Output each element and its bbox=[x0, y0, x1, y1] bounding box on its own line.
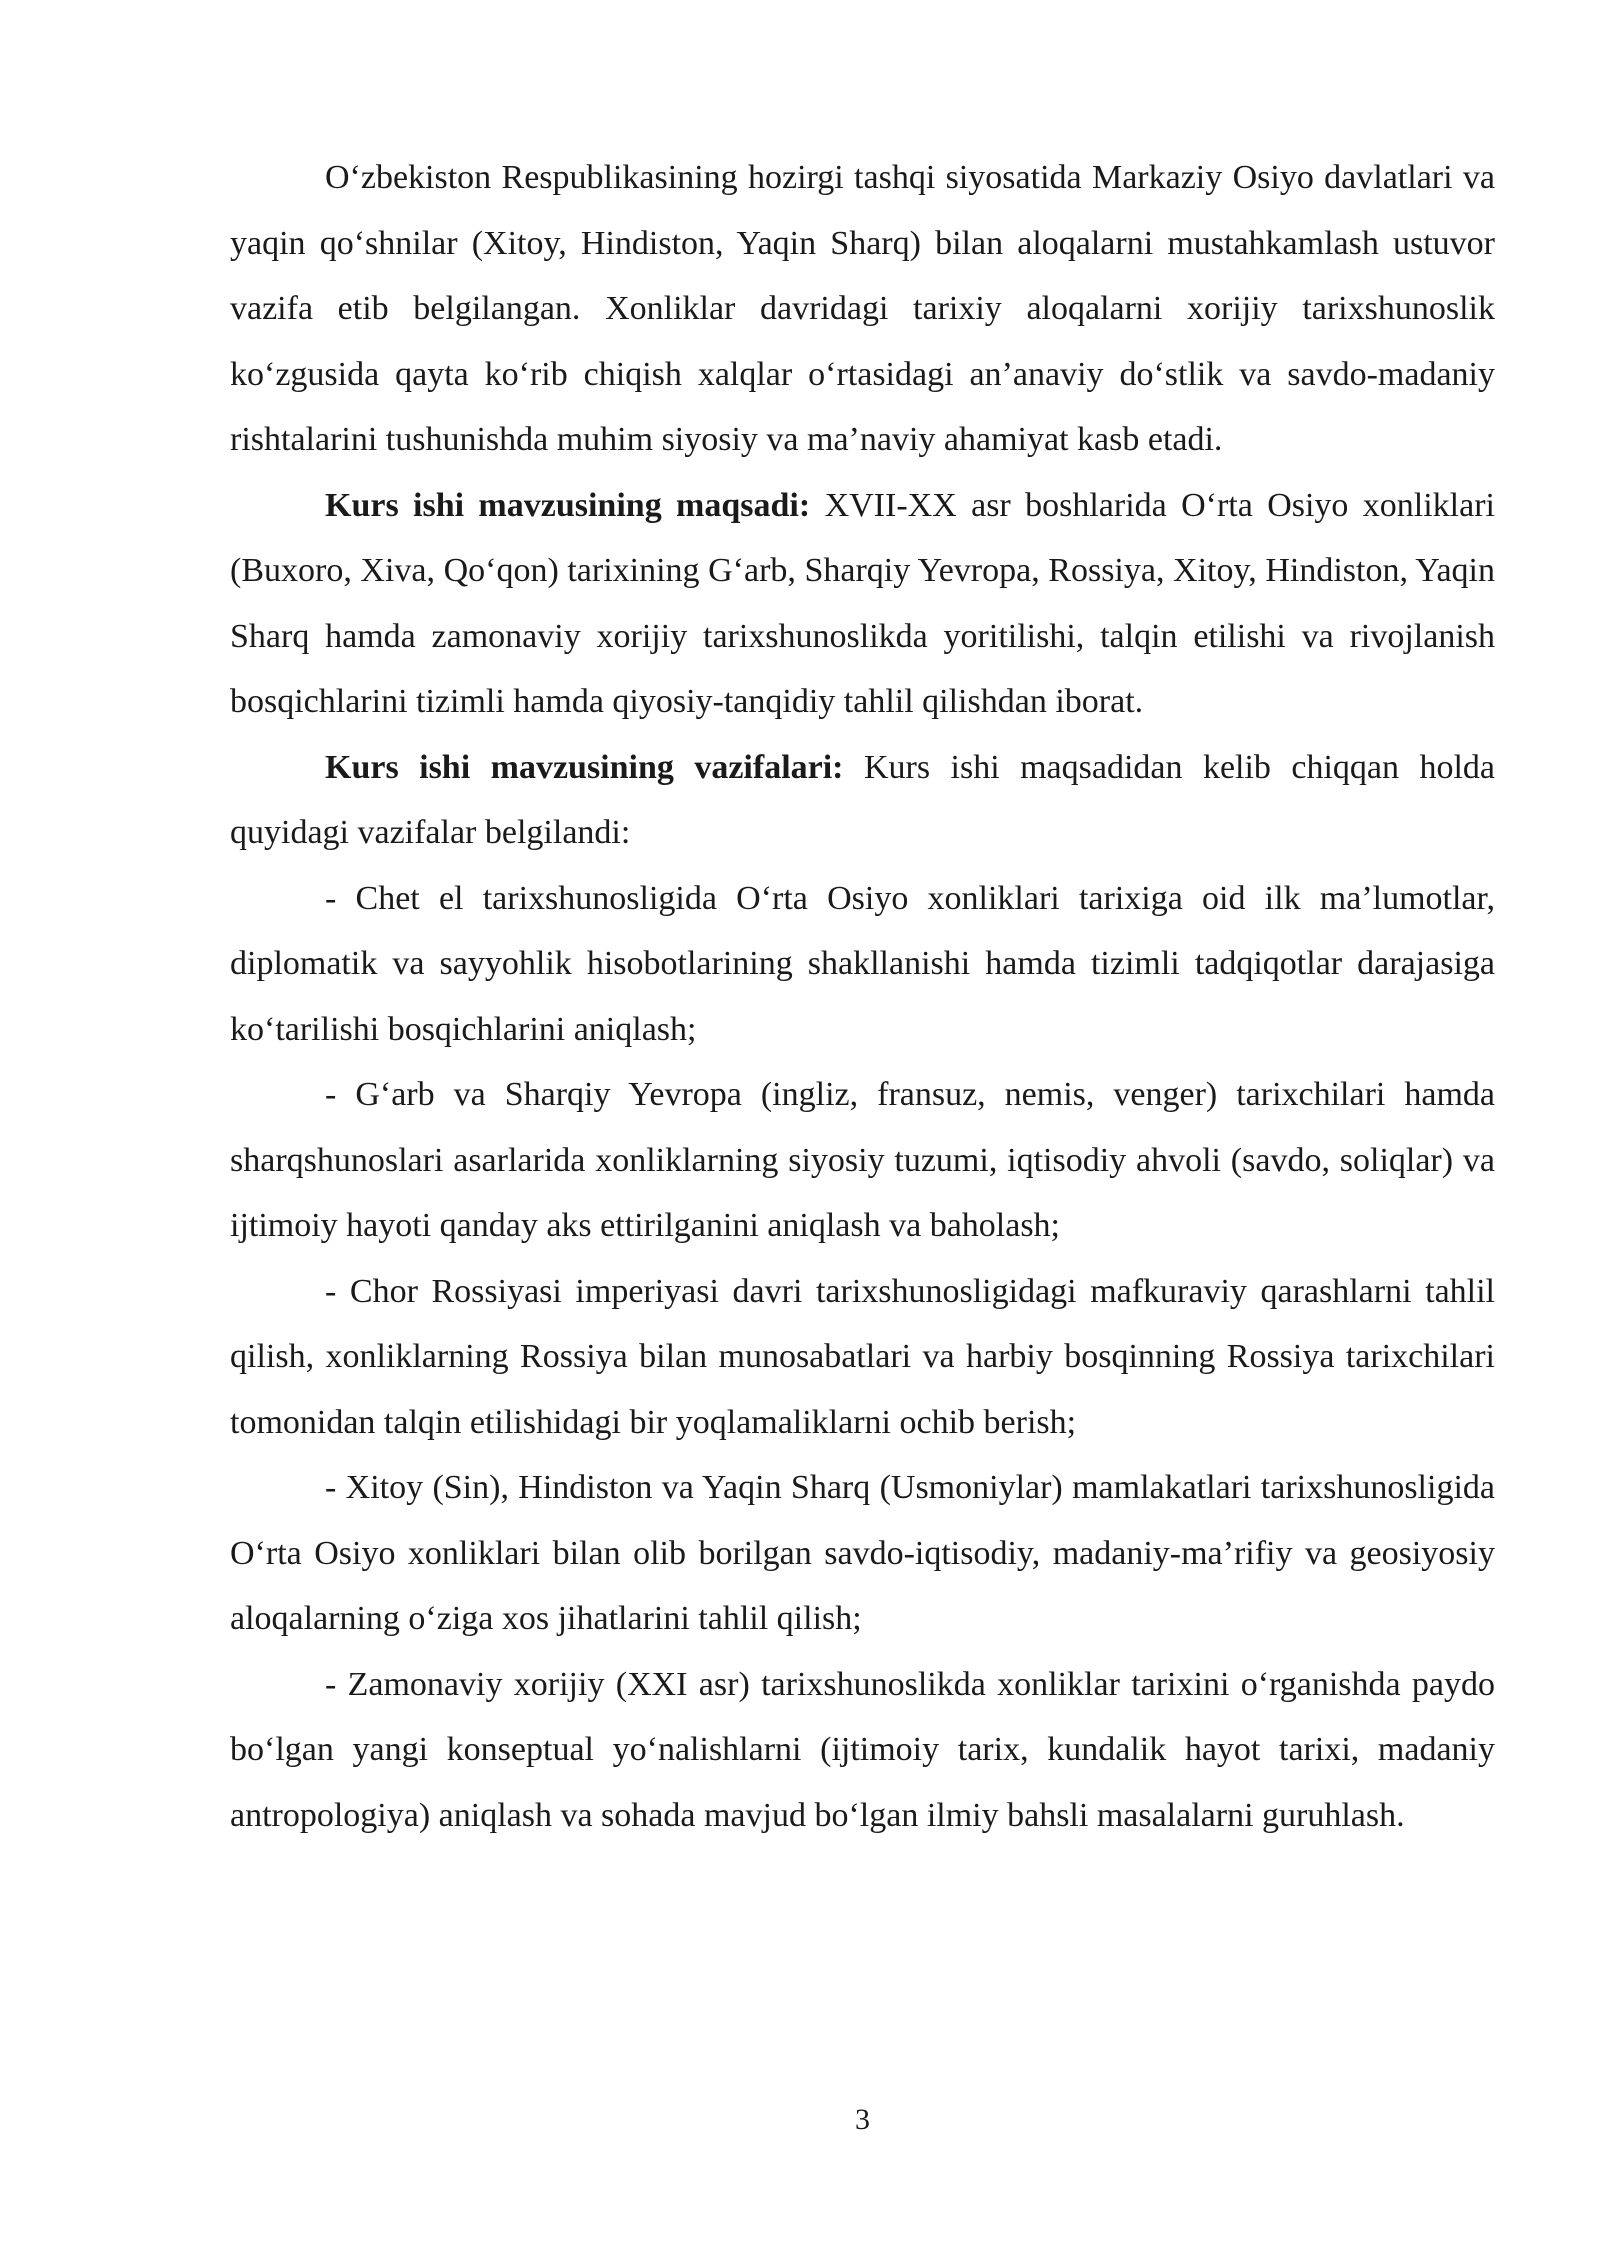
paragraph-text: O‘zbekiston Respublikasining hozirgi tashqi siyosatida Markaziy Osiyo davlatlari va yaqin qo‘shnilar (Xitoy, Hindiston, Yaqin Sharq) bilan aloqalarni mustahkamlash ustuvor vazifa etib belgilangan. Xonliklar davridagi tarixiy aloqalarni xorijiy tarixshunoslik ko‘zgusida qayta ko‘rib chiqish xalqlar o‘rtasidagi an’anaviy do‘stlik va savdo-madaniy rishtalarini tushunishda muhim siyosiy va ma’naviy ahamiyat kasb etadi. bbox=[230, 159, 1495, 458]
task-text: - Chet el tarixshunosligida O‘rta Osiyo xonliklari tarixiga oid ilk ma’lumotlar, diplomatik va sayyohlik hisobotlarining shakllanishi hamda tizimli tadqiqotlar darajasiga ko‘tarilishi bosqichlarini aniqlash; bbox=[230, 879, 1495, 1048]
document-page bbox=[230, 145, 1495, 1848]
paragraph-goal bbox=[230, 473, 1495, 735]
paragraph-text: Kurs ishi maqsadidan kelib chiqqan holda quyidagi vazifalar belgilandi: bbox=[230, 748, 1495, 851]
paragraph-text: XVII-XX asr boshlarida O‘rta Osiyo xonliklari (Buxoro, Xiva, Qo‘qon) tarixining G‘arb, Sharqiy Yevropa, Rossiya, Xitoy, Hindiston, Yaqin Sharq hamda zamonaviy xorijiy tarixshunoslikda yoritilishi, talqin etilishi va rivojlanish bosqichlarini tizimli hamda qiyosiy-tanqidiy tahlil qilishdan iborat. bbox=[230, 486, 1495, 720]
tasks-heading: Kurs ishi mavzusining vazifalari: bbox=[325, 748, 844, 786]
task-item-5 bbox=[230, 1652, 1495, 1849]
task-text: - Xitoy (Sin), Hindiston va Yaqin Sharq (Usmoniylar) mamlakatlari tarixshunosligida O‘rta Osiyo xonliklari bilan olib borilgan savdo-iqtisodiy, madaniy-ma’rifiy va geosiyosiy aloqalarning o‘ziga xos jihatlarini tahlil qilish; bbox=[230, 1469, 1495, 1637]
task-text: - Chor Rossiyasi imperiyasi davri tarixshunosligidagi mafkuraviy qarashlarni tahlil qilish, xonliklarning Rossiya bilan munosabatlari va harbiy bosqinning Rossiya tarixchilari tomonidan talqin etilishidagi bir yoqlamaliklarni ochib berish; bbox=[230, 1272, 1495, 1441]
task-text: - G‘arb va Sharqiy Yevropa (ingliz, fransuz, nemis, venger) tarixchilari hamda sharqshunoslari asarlarida xonliklarning siyosiy tuzumi, iqtisodiy ahvoli (savdo, soliqlar) va ijtimoiy hayoti qanday aks ettirilganini aniqlash va baholash; bbox=[230, 1076, 1495, 1244]
task-item-2 bbox=[230, 1062, 1495, 1259]
task-item-1 bbox=[230, 866, 1495, 1063]
paragraph-tasks bbox=[230, 735, 1495, 866]
task-item-3 bbox=[230, 1259, 1495, 1456]
paragraph-intro bbox=[230, 145, 1495, 473]
page-number: 3 bbox=[855, 2103, 870, 2136]
task-text: - Zamonaviy xorijiy (XXI asr) tarixshunoslikda xonliklar tarixini o‘rganishda paydo bo‘lgan yangi konseptual yo‘nalishlarni (ijtimoiy tarix, kundalik hayot tarixi, madaniy antropologiya) aniqlash va sohada mavjud bo‘lgan ilmiy bahsli masalalarni guruhlash. bbox=[230, 1665, 1495, 1834]
task-item-4 bbox=[230, 1455, 1495, 1652]
goal-heading: Kurs ishi mavzusining maqsadi: bbox=[325, 486, 811, 524]
